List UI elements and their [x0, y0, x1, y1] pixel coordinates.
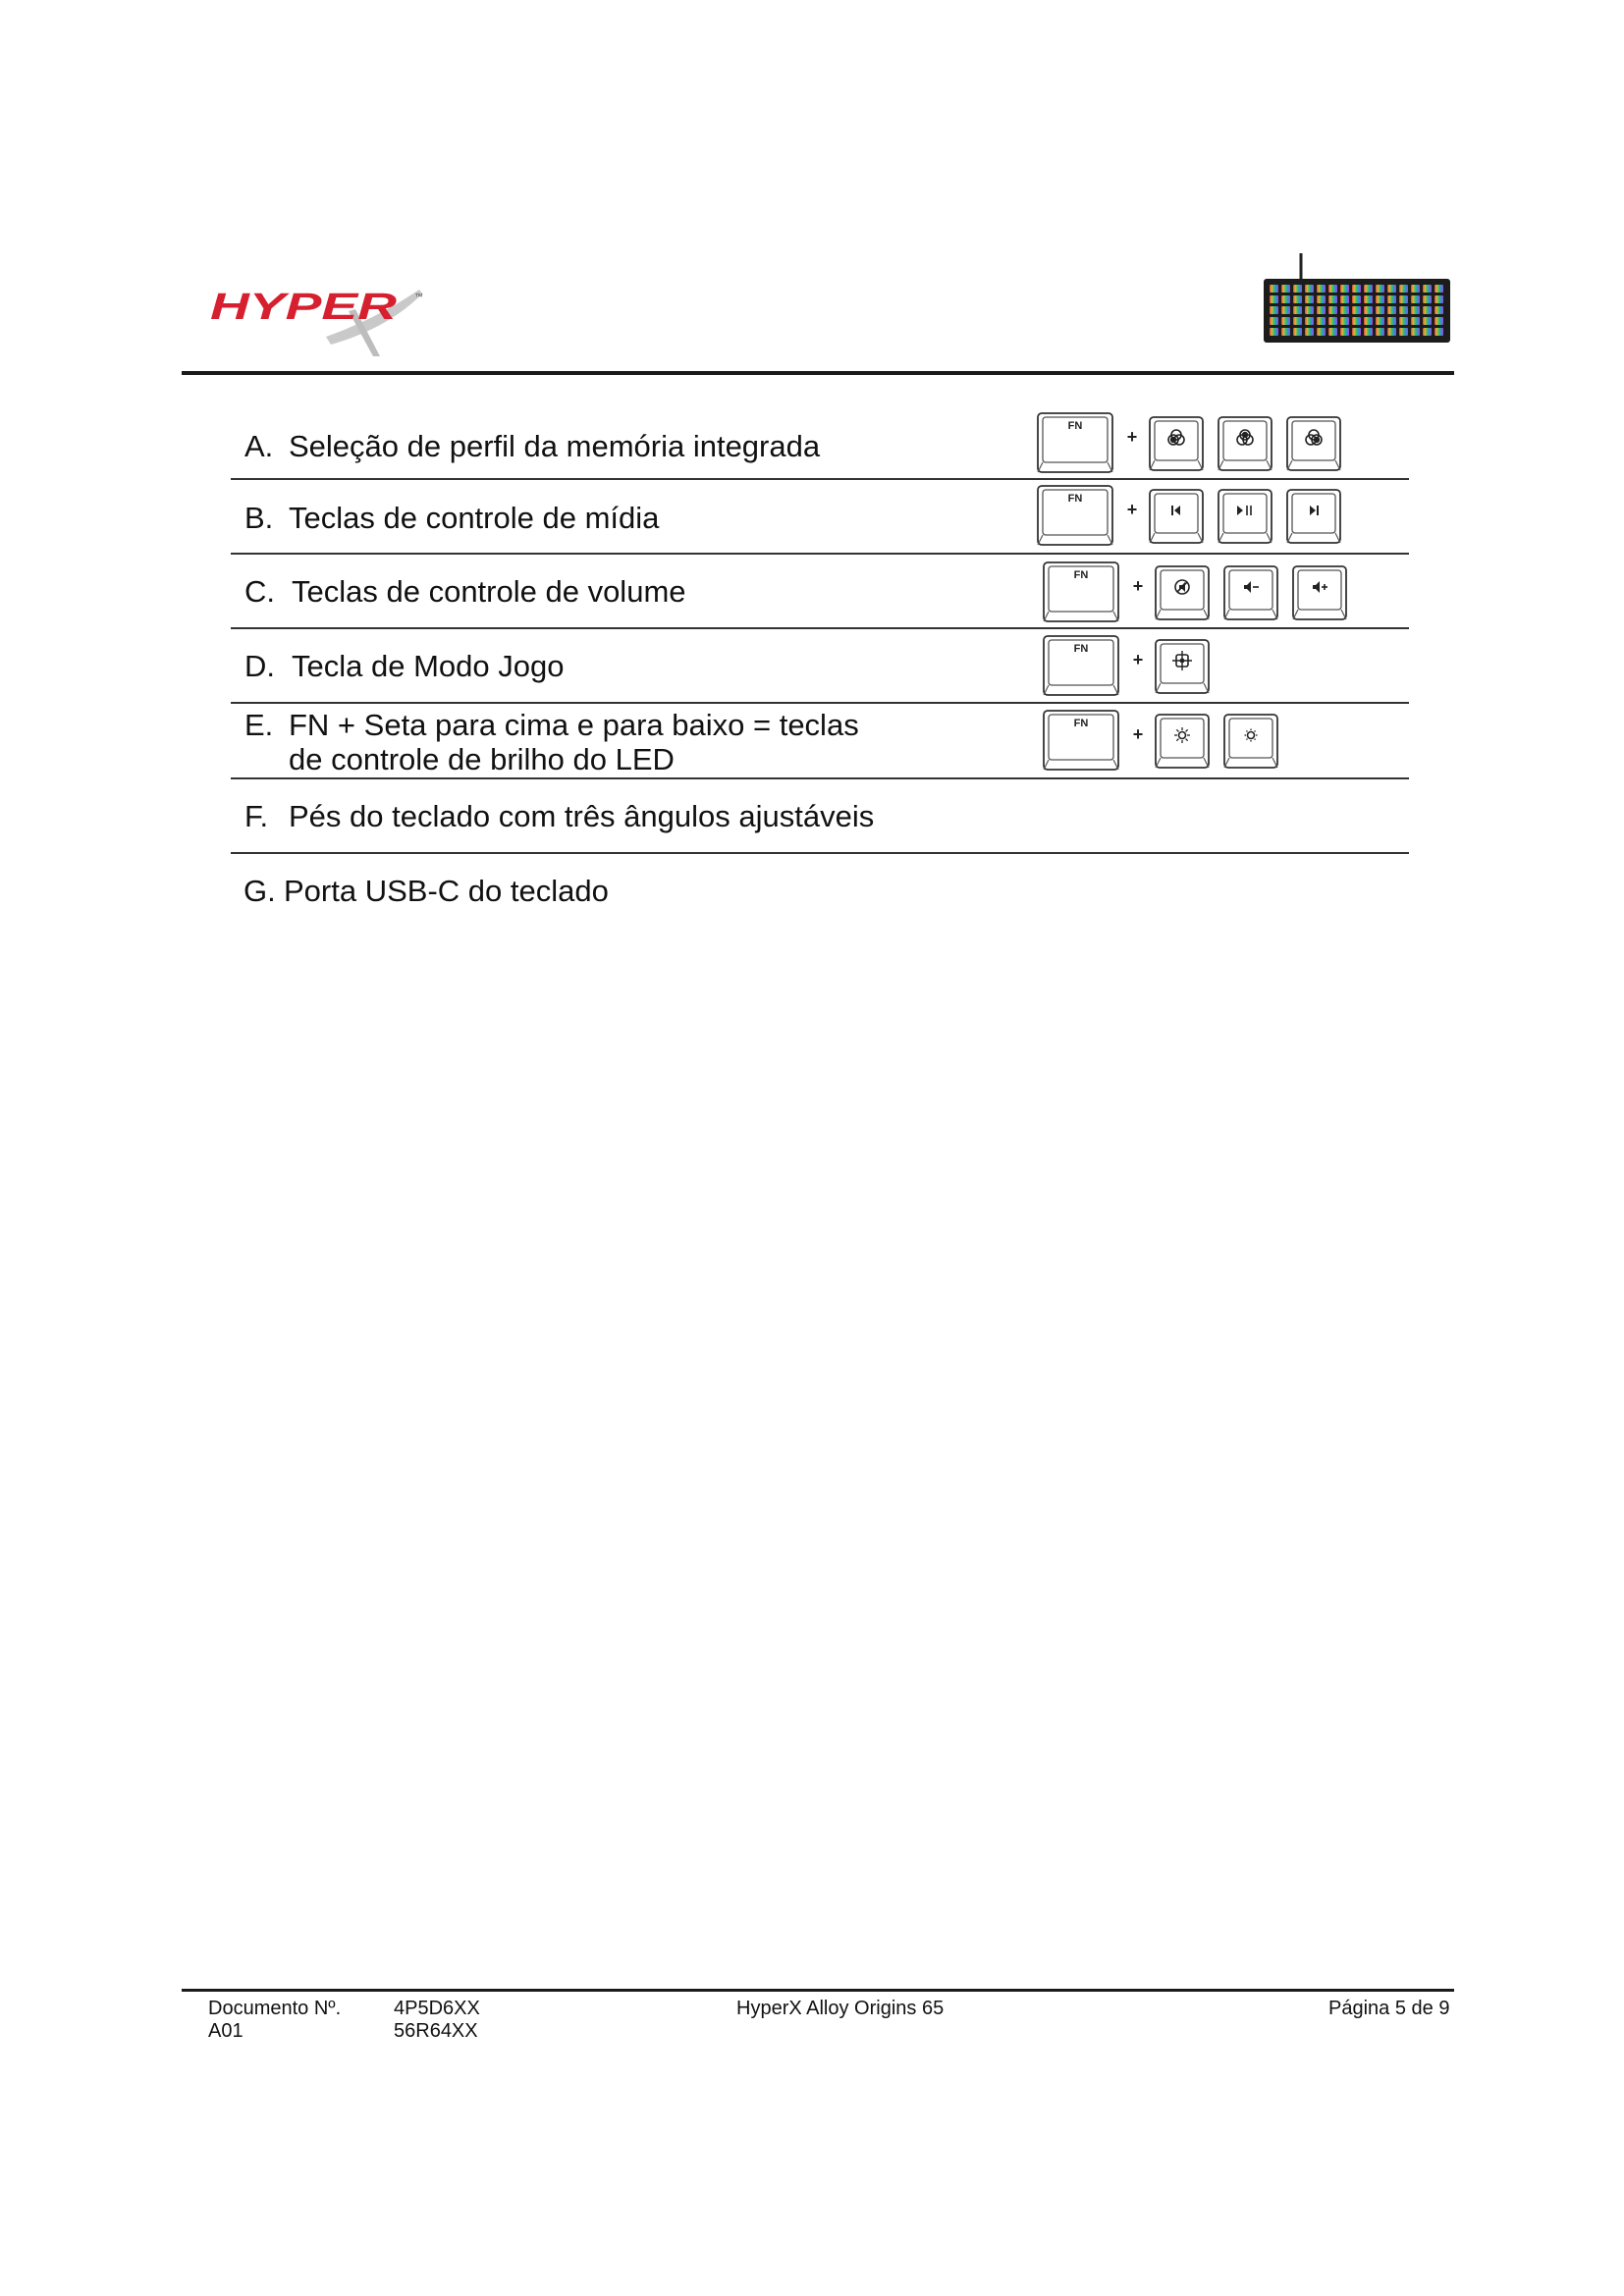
keyboard-key — [1328, 317, 1337, 325]
keyboard-key — [1317, 328, 1326, 336]
hyperx-logo — [208, 280, 429, 358]
keyboard-key — [1293, 306, 1302, 314]
keyboard-key — [1423, 328, 1432, 336]
feature-letter: E. — [244, 708, 274, 742]
keyboard-key — [1399, 285, 1408, 293]
keyboard-key — [1328, 285, 1337, 293]
feature-row-g — [231, 854, 1409, 927]
fn-combo-key — [1293, 566, 1346, 619]
feature-list — [231, 407, 1409, 927]
feature-text: Seleção de perfil da memória integrada — [289, 429, 821, 463]
keyboard-key — [1340, 295, 1349, 303]
keyboard-key — [1317, 317, 1326, 325]
feature-letter: G. — [244, 874, 276, 908]
fn-combo-key — [1156, 640, 1209, 693]
feature-letter: F. — [244, 799, 269, 833]
footer-product: HyperX Alloy Origins 65 — [736, 1998, 945, 2019]
keyboard-key — [1352, 328, 1361, 336]
footer-rule — [182, 1989, 1454, 1992]
keyboard-key — [1411, 328, 1420, 336]
keyboard-key — [1387, 295, 1396, 303]
keyboard-key — [1317, 306, 1326, 314]
keyboard-key — [1399, 306, 1408, 314]
keyboard-photo — [1262, 253, 1453, 347]
keyboard-key — [1317, 285, 1326, 293]
fn-combo-key — [1150, 417, 1203, 470]
feature-letter: A. — [244, 429, 274, 463]
keyboard-key — [1399, 317, 1408, 325]
keyboard-key — [1270, 328, 1278, 336]
keyboard-key — [1376, 328, 1384, 336]
keyboard-key — [1305, 295, 1314, 303]
fn-key — [1044, 562, 1118, 621]
fn-key — [1044, 711, 1118, 770]
keyboard-key — [1281, 285, 1290, 293]
keyboard-key — [1364, 306, 1373, 314]
keyboard-key — [1376, 306, 1384, 314]
keyboard-key — [1305, 306, 1314, 314]
fn-key-label: FN — [1067, 493, 1083, 505]
keyboard-key — [1387, 328, 1396, 336]
keyboard-key — [1305, 317, 1314, 325]
keyboard-key — [1281, 317, 1290, 325]
fn-combo-key — [1150, 490, 1203, 543]
keyboard-key — [1293, 328, 1302, 336]
keyboard-key — [1423, 317, 1432, 325]
feature-row-e — [231, 704, 1409, 779]
keyboard-key — [1281, 295, 1290, 303]
svg-text:™: ™ — [414, 292, 423, 301]
fn-combo-key — [1218, 417, 1272, 470]
feature-letter: D. — [244, 649, 275, 683]
keyboard-key — [1270, 317, 1278, 325]
keyboard-key — [1281, 328, 1290, 336]
keyboard-key — [1293, 295, 1302, 303]
fn-combo-key — [1287, 417, 1340, 470]
plus-sign: + — [1132, 576, 1144, 596]
keyboard-key — [1423, 295, 1432, 303]
key-combo-media — [1036, 484, 1370, 547]
fn-key — [1038, 486, 1112, 545]
keyboard-key — [1435, 295, 1443, 303]
keyboard-key — [1305, 285, 1314, 293]
keyboard-key — [1340, 285, 1349, 293]
footer-revision: A01 — [208, 2020, 244, 2042]
keyboard-key — [1328, 328, 1337, 336]
keyboard-key — [1399, 328, 1408, 336]
keyboard-key — [1364, 295, 1373, 303]
keyboard-key — [1293, 317, 1302, 325]
feature-text: Teclas de controle de volume — [292, 574, 686, 609]
keyboard-key — [1270, 295, 1278, 303]
footer-doc-number-2: 56R64XX — [394, 2020, 478, 2042]
feature-text-line-1: FN + Seta para cima e para baixo = teclas — [289, 708, 859, 742]
keyboard-key — [1399, 295, 1408, 303]
footer-page: Página 5 de 9 — [1328, 1998, 1450, 2019]
keyboard-key — [1387, 285, 1396, 293]
fn-combo-key — [1287, 490, 1340, 543]
keyboard-key — [1317, 295, 1326, 303]
keyboard-key — [1364, 328, 1373, 336]
fn-combo-key — [1218, 490, 1272, 543]
keyboard-key — [1435, 306, 1443, 314]
keyboard-key — [1281, 306, 1290, 314]
plus-sign: + — [1132, 650, 1144, 669]
key-combo-volume — [1042, 561, 1376, 623]
keyboard-key — [1305, 328, 1314, 336]
keyboard-key — [1387, 306, 1396, 314]
keyboard-key — [1352, 285, 1361, 293]
keyboard-key — [1364, 317, 1373, 325]
keyboard-key — [1293, 285, 1302, 293]
keyboard-key — [1352, 306, 1361, 314]
feature-row-a — [231, 407, 1409, 480]
footer-doc-label: Documento Nº. — [208, 1998, 342, 2019]
keyboard-key — [1352, 317, 1361, 325]
fn-combo-key — [1156, 715, 1209, 768]
feature-letter: C. — [244, 574, 275, 609]
keyboard-key — [1423, 306, 1432, 314]
key-combo-brightness — [1042, 709, 1376, 772]
feature-letter: B. — [244, 501, 274, 535]
keyboard-key — [1411, 306, 1420, 314]
keyboard-key — [1435, 285, 1443, 293]
keyboard-key — [1352, 295, 1361, 303]
feature-text: Porta USB-C do teclado — [284, 874, 609, 908]
feature-text: Teclas de controle de mídia — [289, 501, 660, 535]
keyboard-key — [1364, 285, 1373, 293]
keyboard-key — [1270, 306, 1278, 314]
key-combo-profiles — [1036, 411, 1370, 474]
feature-row-b — [231, 480, 1409, 555]
keyboard-key — [1435, 317, 1443, 325]
fn-combo-key — [1224, 715, 1277, 768]
feature-text-line-2: de controle de brilho do LED — [289, 742, 675, 776]
keyboard-key — [1328, 306, 1337, 314]
keyboard-key — [1376, 285, 1384, 293]
keyboard-key — [1411, 285, 1420, 293]
feature-row-c — [231, 555, 1409, 629]
keyboard-key — [1270, 285, 1278, 293]
keyboard-key — [1423, 285, 1432, 293]
keyboard-key — [1376, 295, 1384, 303]
plus-sign: + — [1126, 427, 1138, 447]
keyboard-key — [1340, 306, 1349, 314]
fn-combo-key — [1224, 566, 1277, 619]
plus-sign: + — [1132, 724, 1144, 744]
keyboard-key — [1328, 295, 1337, 303]
keyboard-key — [1387, 317, 1396, 325]
fn-key-label: FN — [1073, 569, 1089, 581]
fn-key — [1044, 636, 1118, 695]
keyboard-key — [1340, 317, 1349, 325]
fn-combo-key — [1156, 566, 1209, 619]
header-rule — [182, 371, 1454, 375]
feature-text: Tecla de Modo Jogo — [292, 649, 565, 683]
fn-key-label: FN — [1073, 643, 1089, 655]
fn-key-label: FN — [1067, 420, 1083, 432]
key-combo-game-mode — [1042, 634, 1376, 697]
plus-sign: + — [1126, 500, 1138, 519]
fn-key — [1038, 413, 1112, 472]
fn-key-label: FN — [1073, 718, 1089, 729]
keyboard-key — [1411, 295, 1420, 303]
feature-text: Pés do teclado com três ângulos ajustáveis — [289, 799, 875, 833]
footer-doc-number-1: 4P5D6XX — [394, 1998, 480, 2019]
keyboard-key — [1340, 328, 1349, 336]
feature-row-f — [231, 779, 1409, 854]
keyboard-key — [1435, 328, 1443, 336]
logo-wordmark: HYPER — [210, 287, 398, 328]
keyboard-key — [1376, 317, 1384, 325]
feature-row-d — [231, 629, 1409, 704]
keyboard-key — [1411, 317, 1420, 325]
